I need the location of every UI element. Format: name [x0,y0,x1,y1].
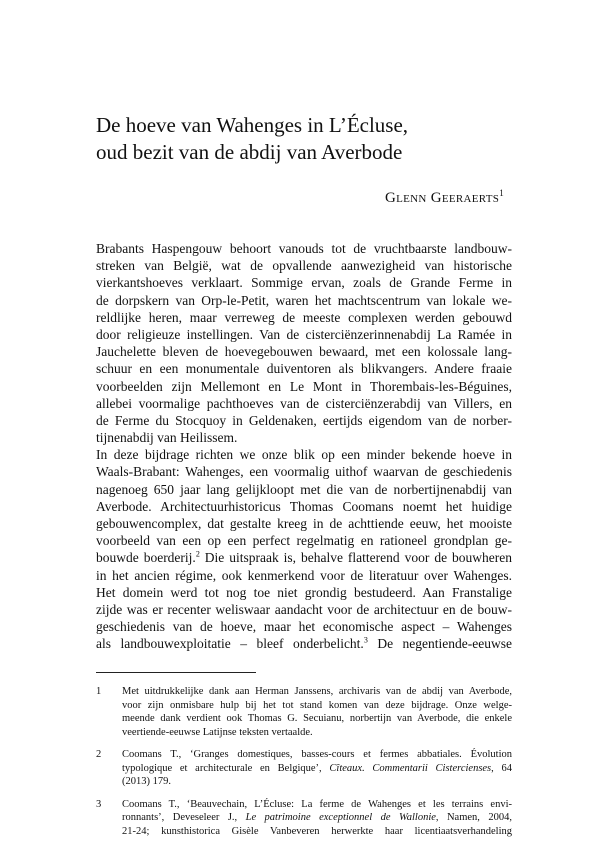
body-line: In deze bijdrage richten we onze blik op een minder bekende hoeve in [96,447,512,463]
article-title [96,112,526,166]
body-line: nagenoeg 650 jaar lang gelijkloopt met die van de norbertijnenabdij van [96,481,512,497]
footnote-book-title: Le patrimoine exceptionnel de Wallonie [245,812,436,823]
body-line: tijnenabdij van Heilissem. [96,430,238,446]
footnote-text: , Namen, 2004, [435,812,512,823]
footnote-line: 21-24; kunsthistorica Gisèle Vanbeveren herwerkte haar licentiaatsverhandeling [122,825,512,837]
body-line-text: De negentiende-eeuwse [367,636,512,652]
footnote-number: 3 [96,798,102,810]
body-line: Het domein werd tot nog toe niet grondig bestudeerd. Aan Franstalige [96,584,512,600]
footnote-number: 2 [96,749,102,760]
body-line: schuur en een monumentale duiventoren als blikvangers. Andere fraaie [96,361,512,377]
body-line: voorbeeld van een op een perfect regelmatig en rationeel grondplan ge- [96,533,512,549]
footnote-line [122,811,512,825]
footnote-line: (2013) 179. [122,776,171,787]
body-line: reldlijke heren, maar verreweg de meeste complexen werden gebouwd [96,309,512,325]
body-line-text: Die uitspraak is, behalve flatterend voor de bouwheren [199,550,512,566]
footnote-divider [96,672,256,673]
footnote-line: Coomans T., ‘Beauvechain, L’Écluse: La ferme de Wahenges et les terrains envi- [122,798,512,810]
body-line: gebouwencomplex, dat gestalte kreeg in de achttiende eeuw, het mooiste [96,516,512,531]
body-line: in het ancien régime, ook kenmerkend voor de literatuur over Wahenges. [96,567,512,583]
footnote-number: 1 [96,686,102,697]
footnote-line: Coomans T., ‘Granges domestiques, basses-cours et fermes abbatiales. Évolution [122,749,512,760]
author-text: Glenn Geeraerts [384,190,500,206]
body-line: de dorpskern van Orp-le-Petit, waren het machtscentrum van lokale we- [96,292,512,308]
footnote-text: ronnants’, Deveseleer J., [122,812,246,823]
article-body [96,240,512,653]
body-line: zijde was er recenter weliswaar aandacht voor de architectuur en de bouw- [96,601,512,617]
body-line [96,635,512,652]
footnote-line: meende dank verdient ook Thomas G. Secuianu, norbertijn van Averbode, die enkele [122,713,512,724]
footnote-ref-2[interactable]: 2 [195,549,200,559]
footnote-1 [96,685,512,739]
author-name [385,190,504,207]
body-line: Waals-Brabant: Wahenges, een voormalig uithof waarvan de geschiedenis [96,464,512,480]
body-line: vierkantshoeves verklaart. Sommige ervan, zoals de Grande Ferme in [96,275,512,291]
footnote-line: veertiende-eeuwse Latijnse teksten vertaalde. [122,726,313,738]
body-line: Brabants Haspengouw behoort vanouds tot de vruchtbaarste landbouw- [96,241,512,256]
footnote-ref-3[interactable]: 3 [363,635,368,645]
body-line: voorbeelden zijn Mellemont en Le Mont in Thorembais-les-Béguines, [96,378,512,394]
title-line: De hoeve van Wahenges in L’Écluse, [96,113,409,137]
footnotes [96,685,512,847]
body-line [96,549,512,566]
title-line: oud bezit van de abdij van Averbode [96,140,403,164]
body-line: Averbode. Architectuurhistoricus Thomas Coomans noemt het huidige [96,498,512,514]
body-line: streken van België, wat de opvallende aanwezigheid van historische [96,258,512,274]
footnote-text: typologique et architecturale en Belgique’, [122,762,330,774]
body-line: geschiedenis van de hoeve, maar het economische aspect – Wahenges [96,619,512,635]
footnote-line: voor zijn onmisbare hulp bij het tot stand komen van deze bijdrage. Onze welge- [122,699,512,711]
body-line: de Ferme du Stocquoy in Geldenaken, eertijds eigendom van de norber- [96,412,512,428]
footnote-line: Met uitdrukkelijke dank aan Herman Janssens, archivaris van de abdij van Averbode, [122,686,512,697]
footnote-text: , 64 [491,762,512,774]
body-line: door religieuze instellingen. Van de cisterciënzerinnenabdij La Ramée in [96,326,512,342]
footnote-journal-title: Cîteaux. Commentarii Cistercienses [329,762,492,774]
footnote-line [122,762,512,776]
body-line-text: als landbouwexploitatie – bleef onderbelicht. [96,636,364,652]
author-footnote-ref[interactable]: 1 [499,188,504,198]
footnote-3 [96,798,512,839]
body-line-text: bouwde boerderij. [96,550,196,566]
body-line: allebei voormalige pachthoeves van de cisterciënzerabdij van Villers, en [96,395,512,411]
body-line: Jauchelette bleven de hoevegebouwen bewaard, met een kolossale lang- [96,344,512,360]
footnote-2 [96,748,512,789]
